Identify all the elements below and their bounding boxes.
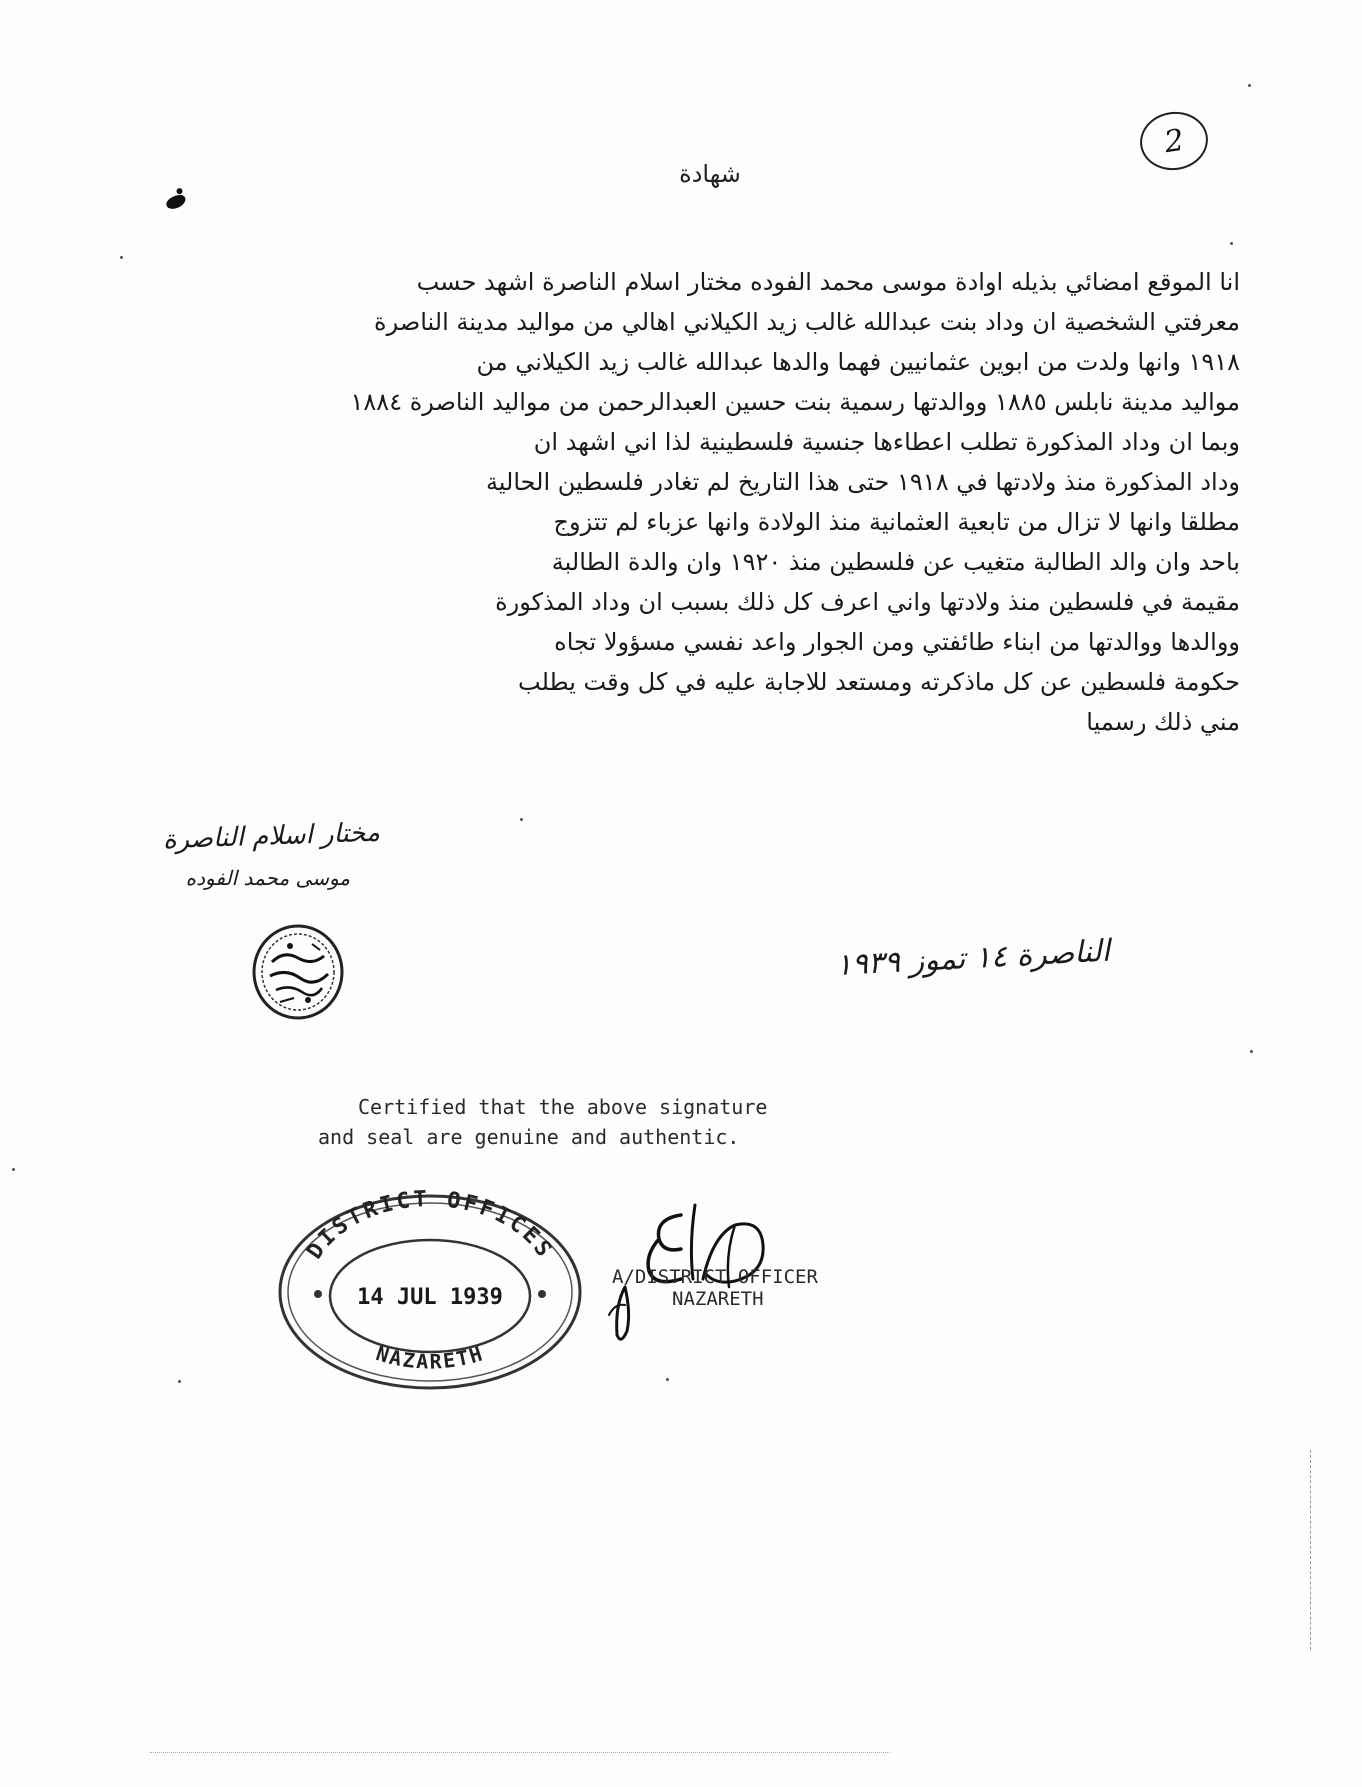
body-line: مني ذلك رسميا [1086, 708, 1240, 736]
stamp-ring-text: DISTRICT OFFICES [302, 1186, 558, 1264]
svg-text:NAZARETH [373, 1341, 486, 1373]
certification-line-1: Certified that the above signature [358, 1095, 768, 1119]
body-line: مطلقا وانها لا تزال من تابعية العثمانية منذ الولادة وانها عزباء لم تتزوج [553, 508, 1240, 536]
document-heading: شهادة [679, 160, 741, 188]
scan-speck [178, 1380, 181, 1383]
body-line: باحد وان والد الطالبة متغيب عن فلسطين منذ ١٩٢٠ وان والدة الطالبة [551, 548, 1240, 576]
signature-title: مختار اسلام الناصرة [162, 817, 381, 856]
officer-location: NAZARETH [672, 1288, 764, 1310]
page-number: 2 [1136, 108, 1211, 175]
body-line: حكومة فلسطين عن كل ماذكرته ومستعد للاجابة عليه في كل وقت يطلب [518, 668, 1240, 696]
scan-speck [520, 818, 523, 821]
handwritten-body [100, 262, 1240, 742]
body-line: ١٩١٨ وانها ولدت من ابوين عثمانيين فهما والدها عبدالله غالب زيد الكيلاني من [476, 348, 1240, 376]
body-line: ووالدها ووالدتها من ابناء طائفتي ومن الجوار واعد نفسي مسؤولا تجاه [554, 628, 1240, 656]
svg-text:DISTRICT OFFICES [302, 1187, 557, 1264]
scan-speck [12, 1168, 15, 1171]
district-offices-stamp [270, 1182, 590, 1392]
body-line: مواليد مدينة نابلس ١٨٨٥ ووالدتها رسمية بنت حسين العبدالرحمن من مواليد الناصرة ١٨٨٤ [350, 388, 1240, 416]
body-line: وداد المذكورة منذ ولادتها في ١٩١٨ حتى هذا التاريخ لم تغادر فلسطين الحالية [485, 468, 1240, 496]
body-line: وبما ان وداد المذكورة تطلب اعطاءها جنسية فلسطينية لذا اني اشهد ان [533, 428, 1240, 456]
stamp-date: 14 JUL 1939 [357, 1285, 503, 1310]
scan-edge-mark [1310, 1450, 1313, 1650]
scan-speck [1250, 1050, 1253, 1053]
body-line: انا الموقع امضائي بذيله اوادة موسى محمد الفوده مختار اسلام الناصرة اشهد حسب [416, 268, 1240, 296]
signature-name: موسى محمد الفوده [185, 866, 350, 890]
document-date: الناصرة ١٤ تموز ١٩٣٩ [834, 933, 1111, 983]
scan-speck [666, 1378, 669, 1381]
scan-speck [120, 256, 123, 259]
certification-text [318, 1092, 878, 1152]
ink-blot [165, 193, 188, 211]
scan-bottom-noise [150, 1752, 890, 1755]
mukhtar-signature [130, 817, 381, 890]
body-line: معرفتي الشخصية ان وداد بنت عبدالله غالب زيد الكيلاني اهالي من مواليد مدينة الناصرة [374, 308, 1240, 336]
stamp-bottom-text: NAZARETH [373, 1341, 487, 1374]
officer-title: A/DISTRICT OFFICER [612, 1266, 818, 1288]
body-line: مقيمة في فلسطين منذ ولادتها واني اعرف كل ذلك بسبب ان وداد المذكورة [495, 588, 1240, 616]
scan-speck [1248, 84, 1251, 87]
certification-line-2: and seal are genuine and authentic. [318, 1125, 740, 1149]
scan-speck [1230, 242, 1233, 245]
mukhtar-seal [250, 922, 346, 1022]
officer-title-block [612, 1266, 912, 1310]
